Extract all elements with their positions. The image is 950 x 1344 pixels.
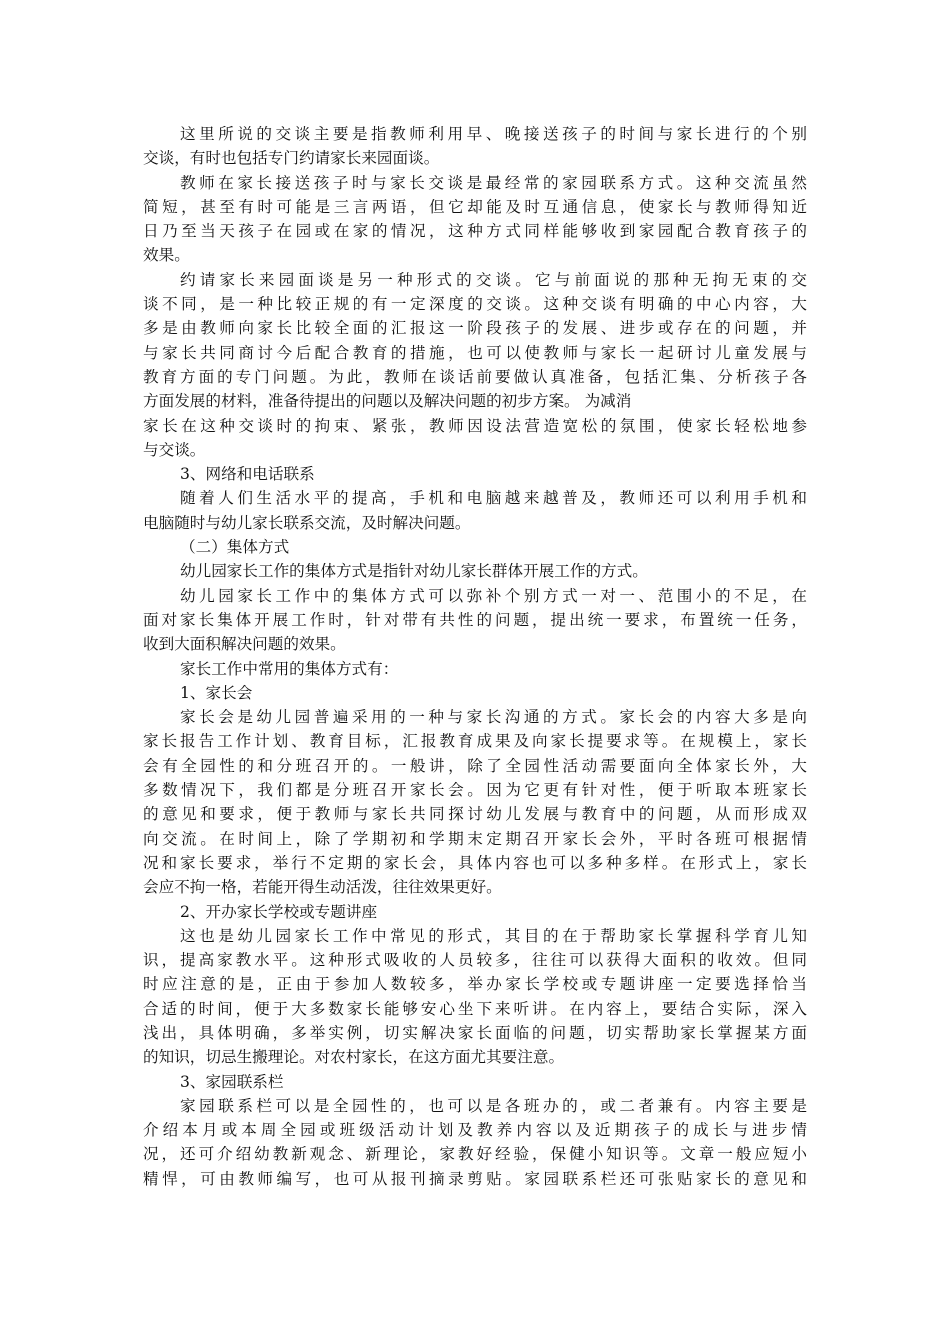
text-line: 交谈，有时也包括专门约请家长来园面谈。 bbox=[143, 149, 440, 168]
text-line: 合适的时间，便于大多数家长能够安心坐下来听讲。在内容上，要结合实际，深入 bbox=[143, 999, 807, 1018]
text-line: 浅出，具体明确，多举实例，切实解决家长面临的问题，切实帮助家长掌握某方面 bbox=[143, 1023, 807, 1042]
text-line: 向交流。在时间上，除了学期初和学期末定期召开家长会外，平时各班可根据情 bbox=[143, 829, 807, 848]
document-body bbox=[143, 122, 807, 1191]
text-line: 电脑随时与幼儿家长联系交流，及时解决问题。 bbox=[143, 513, 471, 532]
text-line: 家长在这种交谈时的拘束、紧张，教师因设法营造宽松的氛围，使家长轻松地参 bbox=[143, 416, 807, 435]
text-line: 效果。 bbox=[143, 246, 190, 265]
text-line: 时应注意的是，正由于参加人数较多，举办家长学校或专题讲座一定要选择恰当 bbox=[143, 975, 807, 994]
text-line: 简短，甚至有时可能是三言两语，但它却能及时互通信息，使家长与教师得知近 bbox=[143, 197, 807, 216]
text-line: 面对家长集体开展工作时，针对带有共性的问题，提出统一要求，布置统一任务， bbox=[143, 610, 807, 629]
text-line: 3、家园联系栏 bbox=[180, 1072, 284, 1091]
text-line: 家长工作中常用的集体方式有： bbox=[180, 659, 399, 678]
text-line: 方面发展的材料，准备待提出的问题以及解决问题的初步方案。 为减消 bbox=[143, 392, 632, 411]
text-line: 精悍，可由教师编写，也可从报刊摘录剪贴。家园联系栏还可张贴家长的意见和 bbox=[143, 1169, 807, 1188]
text-line: 的意见和要求，便于教师与家长共同探讨幼儿发展与教育中的问题，从而形成双 bbox=[143, 805, 807, 824]
text-line: 家长会是幼儿园普遍采用的一种与家长沟通的方式。家长会的内容大多是向 bbox=[180, 708, 807, 727]
text-line: 家长报告工作计划、教育目标，汇报教育成果及向家长提要求等。在规模上，家长 bbox=[143, 732, 807, 751]
text-line: 随着人们生活水平的提高，手机和电脑越来越普及，教师还可以利用手机和 bbox=[180, 489, 807, 508]
text-line: 约请家长来园面谈是另一种形式的交谈。它与前面说的那种无拘无束的交 bbox=[180, 270, 807, 289]
text-line: 2、开办家长学校或专题讲座 bbox=[180, 902, 378, 921]
text-line: 收到大面积解决问题的效果。 bbox=[143, 635, 346, 654]
text-line: 多数情况下，我们都是分班召开家长会。因为它更有针对性，便于听取本班家长 bbox=[143, 781, 807, 800]
text-line: 日乃至当天孩子在园或在家的情况，这种方式同样能够收到家园配合教育孩子的 bbox=[143, 222, 807, 241]
text-line: 家园联系栏可以是全园性的，也可以是各班办的，或二者兼有。内容主要是 bbox=[180, 1096, 807, 1115]
text-line: 1、家长会 bbox=[180, 683, 253, 702]
text-line: 这也是幼儿园家长工作中常见的形式，其目的在于帮助家长掌握科学育儿知 bbox=[180, 926, 807, 945]
text-line: 3、网络和电话联系 bbox=[180, 465, 315, 484]
text-line: 的知识，切忌生搬理论。对农村家长，在这方面尤其要注意。 bbox=[143, 1048, 565, 1067]
text-line: 与家长共同商讨今后配合教育的措施，也可以使教师与家长一起研讨儿童发展与 bbox=[143, 343, 807, 362]
text-line: 况和家长要求，举行不定期的家长会，具体内容也可以多种多样。在形式上，家长 bbox=[143, 853, 807, 872]
text-line: 幼儿园家长工作中的集体方式可以弥补个别方式一对一、范围小的不足，在 bbox=[180, 586, 807, 605]
text-line: 与交谈。 bbox=[143, 440, 206, 459]
text-line: 会有全园性的和分班召开的。一般讲，除了全园性活动需要面向全体家长外，大 bbox=[143, 756, 807, 775]
text-line: 多是由教师向家长比较全面的汇报这一阶段孩子的发展、进步或存在的问题，并 bbox=[143, 319, 807, 338]
text-line: 况，还可介绍幼教新观念、新理论，家教好经验，保健小知识等。文章一般应短小 bbox=[143, 1145, 807, 1164]
text-line: 教师在家长接送孩子时与家长交谈是最经常的家园联系方式。这种交流虽然 bbox=[180, 173, 807, 192]
text-line: 谈不同，是一种比较正规的有一定深度的交谈。这种交谈有明确的中心内容，大 bbox=[143, 295, 807, 314]
text-line: 会应不拘一格，若能开得生动活泼，往往效果更好。 bbox=[143, 878, 502, 897]
text-line: 这里所说的交谈主要是指教师利用早、晚接送孩子的时间与家长进行的个别 bbox=[180, 125, 807, 143]
text-line: （二）集体方式 bbox=[180, 538, 290, 557]
text-line: 介绍本月或本周全园或班级活动计划及教养内容以及近期孩子的成长与进步情 bbox=[143, 1121, 807, 1140]
text-line: 幼儿园家长工作的集体方式是指针对幼儿家长群体开展工作的方式。 bbox=[180, 562, 648, 581]
text-line: 识，提高家教水平。这种形式吸收的人员较多，往往可以获得大面积的收效。但同 bbox=[143, 951, 807, 970]
text-line: 教育方面的专门问题。为此，教师在谈话前要做认真准备，包括汇集、分析孩子各 bbox=[143, 367, 807, 386]
